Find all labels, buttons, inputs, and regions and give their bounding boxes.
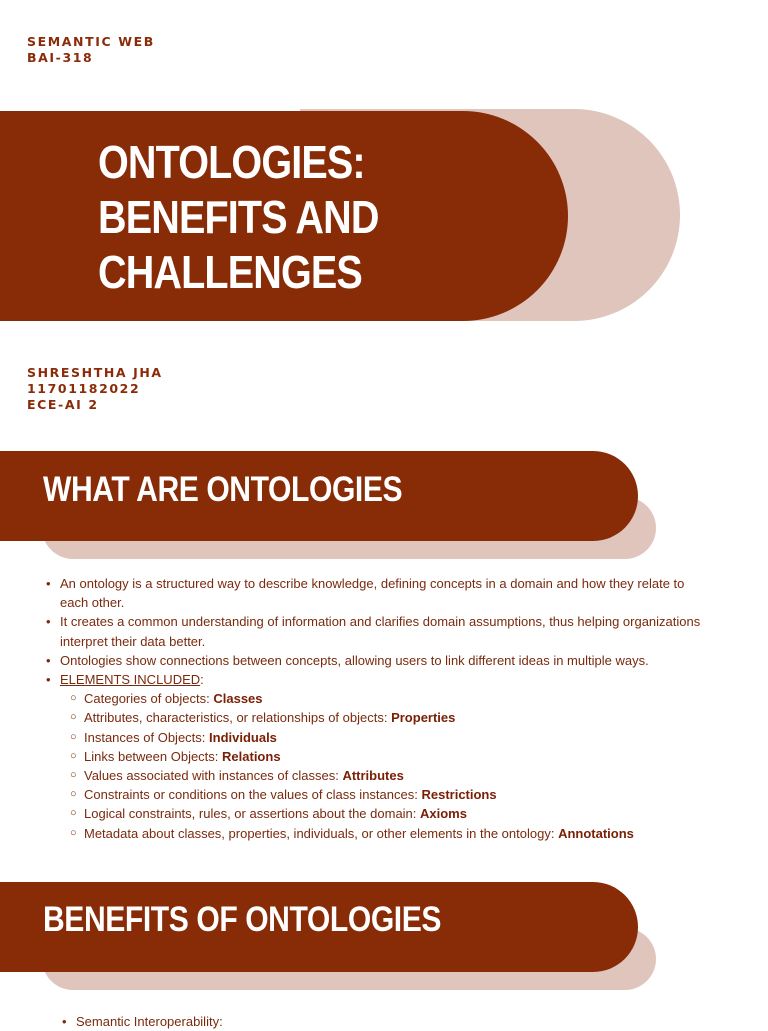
sub-bullet-icon: ○	[70, 807, 77, 820]
sub-bullet-icon: ○	[70, 730, 77, 743]
bullet-icon: •	[46, 614, 51, 630]
element-description: Constraints or conditions on the values of class instances:	[84, 787, 422, 803]
course-name: SEMANTIC WEB	[27, 34, 155, 49]
list-item-text: It creates a common understanding of information and clarifies domain assumptions, thus helping organizations interpret their data better.	[60, 614, 701, 649]
sub-list-item	[0, 708, 708, 727]
title-line-1: ONTOLOGIES:	[98, 136, 365, 188]
title-line-3: CHALLENGES	[98, 246, 362, 298]
page-title	[98, 135, 379, 300]
elements-included-colon: :	[200, 672, 204, 688]
sub-bullet-icon: ○	[70, 826, 77, 839]
bullet-icon: •	[62, 1014, 67, 1029]
list-item-elements	[0, 670, 768, 843]
list-item	[0, 612, 768, 650]
sub-list-item	[0, 747, 708, 766]
list-item-text: Ontologies show connections between concepts, allowing users to link different ideas in multiple ways.	[60, 652, 649, 668]
list-item	[0, 574, 768, 612]
sub-bullet-icon: ○	[70, 788, 77, 801]
author-block	[27, 365, 163, 413]
element-description: Attributes, characteristics, or relationships of objects:	[84, 710, 392, 726]
author-name: SHRESHTHA JHA	[27, 365, 163, 380]
element-term: Relations	[222, 748, 281, 764]
sub-bullet-icon: ○	[70, 692, 77, 705]
element-term: Annotations	[558, 825, 634, 841]
element-description: Categories of objects:	[84, 691, 214, 707]
sub-list-item	[0, 728, 708, 747]
element-description: Values associated with instances of classes:	[84, 768, 343, 784]
element-term: Properties	[391, 710, 456, 726]
author-id: 11701182022	[27, 381, 141, 396]
sub-list-item	[0, 824, 708, 843]
course-code: BAI-318	[27, 50, 94, 65]
element-term: Individuals	[209, 729, 277, 745]
title-line-2: BENEFITS AND	[98, 191, 379, 243]
elements-included-label: ELEMENTS INCLUDED	[60, 672, 201, 688]
course-header	[27, 34, 155, 66]
sub-bullet-icon: ○	[70, 769, 77, 782]
bullet-icon: •	[46, 672, 51, 688]
sub-list-item	[0, 689, 708, 708]
element-description: Links between Objects:	[84, 748, 223, 764]
section2-heading: BENEFITS OF ONTOLOGIES	[43, 900, 442, 939]
bullet-icon: •	[46, 652, 51, 668]
sub-bullet-icon: ○	[70, 711, 77, 724]
section1-heading: WHAT ARE ONTOLOGIES	[43, 470, 403, 509]
element-term: Classes	[213, 691, 263, 707]
section1-content	[0, 574, 768, 843]
list-item-text: An ontology is a structured way to describe knowledge, defining concepts in a domain and how they relate to each other.	[60, 576, 685, 611]
element-term: Restrictions	[421, 787, 497, 803]
bullet-icon: •	[46, 576, 51, 591]
sub-list-item	[0, 766, 708, 785]
section1-bullet-list	[0, 574, 768, 843]
element-term: Axioms	[420, 806, 467, 822]
elements-sublist	[0, 689, 708, 843]
list-item-text: Semantic Interoperability:	[76, 1014, 223, 1029]
element-description: Instances of Objects:	[84, 729, 210, 745]
sub-list-item	[0, 804, 708, 823]
author-class: ECE-AI 2	[27, 397, 99, 412]
element-description: Logical constraints, rules, or assertions about the domain:	[84, 806, 421, 822]
sub-bullet-icon: ○	[70, 749, 77, 762]
element-term: Attributes	[342, 768, 404, 784]
element-description: Metadata about classes, properties, individuals, or other elements in the ontology:	[84, 825, 559, 841]
sub-list-item	[0, 785, 708, 804]
list-item	[0, 651, 768, 670]
